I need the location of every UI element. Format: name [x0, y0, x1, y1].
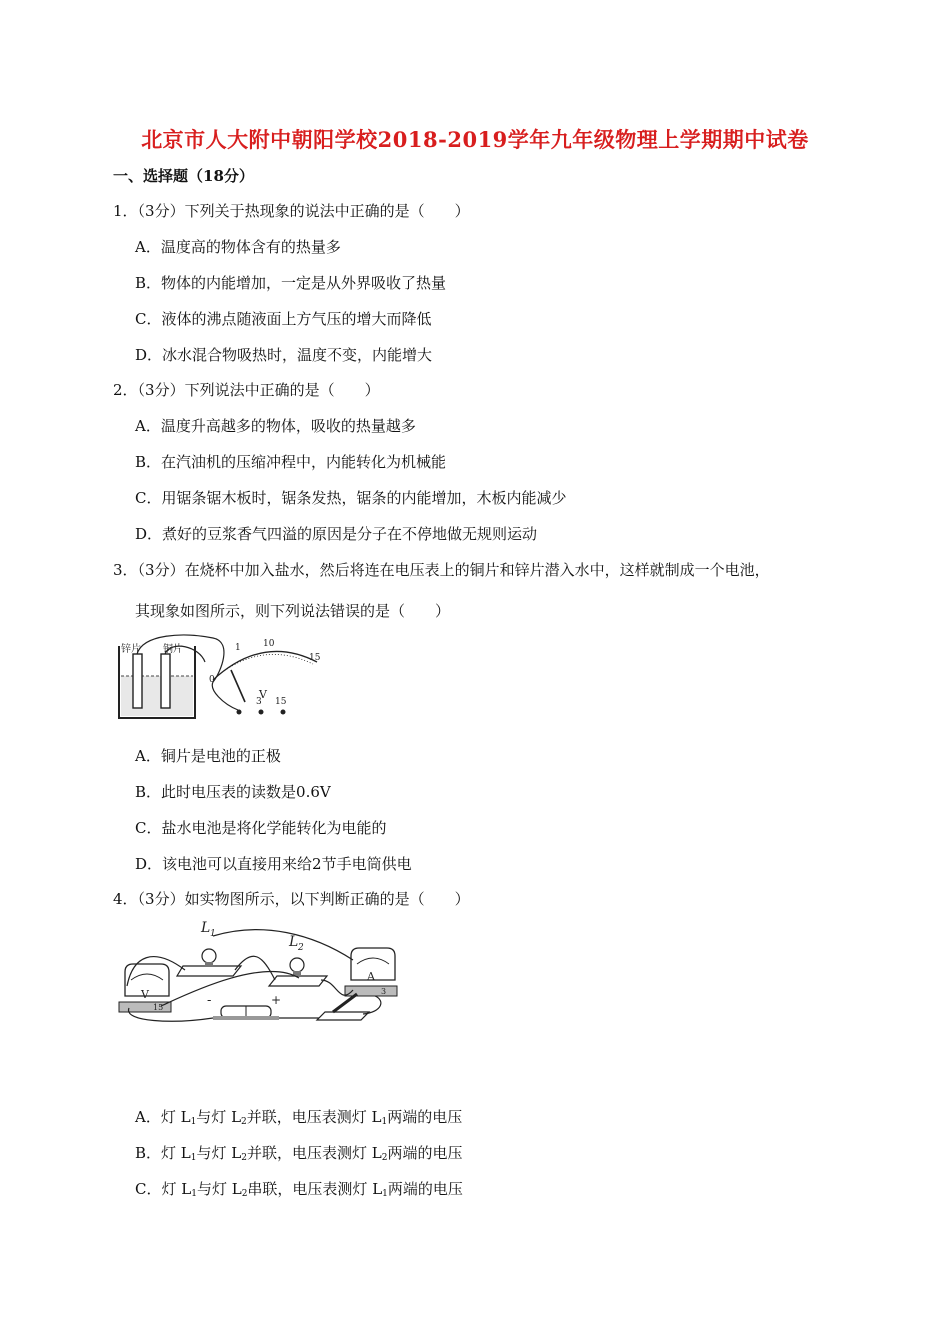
lamp-1-subscript: 1 [210, 929, 216, 939]
meter-symbol: V [259, 688, 267, 701]
circuit-figure [113, 916, 401, 1028]
copper-label: 铜片 [163, 644, 183, 655]
question-2-option-d: D．煮好的豆浆香气四溢的原因是分子在不停地做无规则运动 [135, 525, 538, 543]
voltmeter-15-label: 15 [153, 1003, 164, 1012]
terminal-3-label: 3 [256, 697, 262, 707]
zinc-label: 锌片 [121, 644, 141, 655]
question-1-option-b: B．物体的内能增加，一定是从外界吸收了热量 [135, 274, 447, 292]
question-2-stem: 2．（3分）下列说法中正确的是（ ） [113, 381, 380, 399]
question-4-option-b: B．灯 $L_1$与灯 $L_2$并联，电压表测灯 $L_2$两端的电压 [135, 1144, 463, 1163]
question-4-option-a: A．灯 $L_1$与灯 $L_2$并联，电压表测灯 $L_1$两端的电压 [135, 1108, 463, 1127]
terminal-15-label: 15 [275, 697, 287, 707]
lamp-2-subscript: 2 [298, 943, 304, 953]
scale-1-label: 1 [235, 643, 241, 653]
question-1-option-d: D．冰水混合物吸热时，温度不变，内能增大 [135, 346, 433, 364]
question-2-option-c: C．用锯条锯木板时，锯条发热，锯条的内能增加，木板内能减少 [135, 489, 567, 507]
lamp-2-label: L [289, 934, 299, 950]
question-2-option-b: B．在汽油机的压缩冲程中，内能转化为机械能 [135, 453, 447, 471]
question-3-option-b: B．此时电压表的读数是0.6V [135, 783, 331, 801]
salt-water-battery-figure [113, 632, 325, 726]
ammeter-3-label: 3 [381, 987, 387, 996]
question-1-stem: 1．（3分）下列关于热现象的说法中正确的是（ ） [113, 202, 470, 220]
question-4-option-c: C．灯 $L_1$与灯 $L_2$串联，电压表测灯 $L_1$两端的电压 [135, 1180, 463, 1199]
scale-0-label: 0 [209, 675, 215, 685]
lamp-1-label: L [201, 920, 211, 936]
scale-10-label: 10 [263, 639, 275, 649]
question-1-option-a: A．温度高的物体含有的热量多 [135, 238, 341, 256]
voltmeter-symbol: V [141, 988, 149, 1001]
question-2-option-a: A．温度升高越多的物体，吸收的热量越多 [135, 417, 416, 435]
page-title: 北京市人大附中朝阳学校2018-2019学年九年级物理上学期期中试卷 [141, 127, 809, 152]
question-4-stem: 4．（3分）如实物图所示，以下判断正确的是（ ） [113, 890, 470, 908]
ammeter-symbol: A [367, 970, 375, 983]
battery-negative-label: - [207, 993, 212, 1008]
question-1-option-c: C．液体的沸点随液面上方气压的增大而降低 [135, 310, 432, 328]
question-3-option-d: D．该电池可以直接用来给2节手电筒供电 [135, 855, 412, 873]
question-3-stem-continued: 其现象如图所示，则下列说法错误的是（ ） [135, 602, 451, 620]
scale-15-label: 15 [309, 653, 321, 663]
question-3-stem: 3．（3分）在烧杯中加入盐水，然后将连在电压表上的铜片和锌片潜入水中，这样就制成一个电池， [113, 561, 770, 579]
battery-positive-label: + [271, 993, 282, 1007]
section-heading: 一、选择题（18分） [113, 167, 254, 185]
question-3-option-c: C．盐水电池是将化学能转化为电能的 [135, 819, 387, 837]
question-3-option-a: A．铜片是电池的正极 [135, 747, 281, 765]
